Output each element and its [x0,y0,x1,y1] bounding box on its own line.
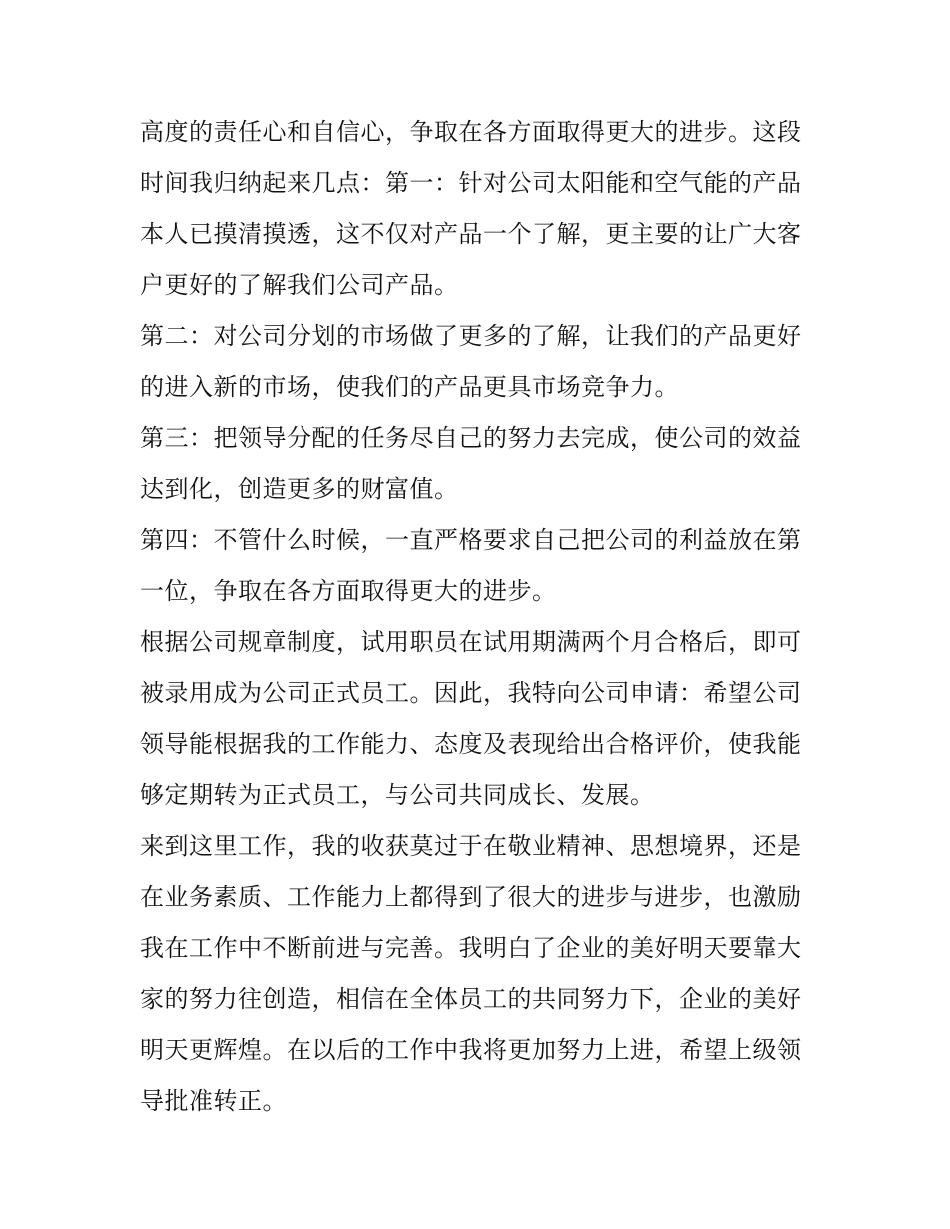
text-line: 第二：对公司分划的市场做了更多的了解，让我们的产品更好 [140,322,802,350]
text-line: 一位，争取在各方面取得更大的进步。 [140,577,557,605]
document-body [140,107,812,1127]
text-line: 我在工作中不断前进与完善。我明白了企业的美好明天要靠大 [140,934,802,962]
text-line: 时间我归纳起来几点：第一：针对公司太阳能和空气能的产品 [140,169,802,197]
text-line: 第三：把领导分配的任务尽自己的努力去完成，使公司的效益 [140,424,802,452]
text-line: 根据公司规章制度，试用职员在试用期满两个月合格后，即可 [140,628,802,656]
text-line: 家的努力往创造，相信在全体员工的共同努力下，企业的美好 [140,985,802,1013]
text-line: 在业务素质、工作能力上都得到了很大的进步与进步，也激励 [140,883,802,911]
text-line: 领导能根据我的工作能力、态度及表现给出合格评价，使我能 [140,730,802,758]
text-line: 高度的责任心和自信心，争取在各方面取得更大的进步。这段 [140,118,802,146]
text-line: 本人已摸清摸透，这不仅对产品一个了解，更主要的让广大客 [140,220,802,248]
text-line: 被录用成为公司正式员工。因此，我特向公司申请：希望公司 [140,679,802,707]
text-line: 导批准转正。 [140,1087,287,1115]
text-line: 的进入新的市场，使我们的产品更具市场竞争力。 [140,373,679,401]
text-line: 够定期转为正式员工，与公司共同成长、发展。 [140,781,655,809]
text-line: 明天更辉煌。在以后的工作中我将更加努力上进，希望上级领 [140,1036,802,1064]
text-line: 户更好的了解我们公司产品。 [140,271,459,299]
text-line: 第四：不管什么时候，一直严格要求自己把公司的利益放在第 [140,526,802,554]
text-line: 达到化，创造更多的财富值。 [140,475,459,503]
text-line: 来到这里工作，我的收获莫过于在敬业精神、思想境界，还是 [140,832,802,860]
